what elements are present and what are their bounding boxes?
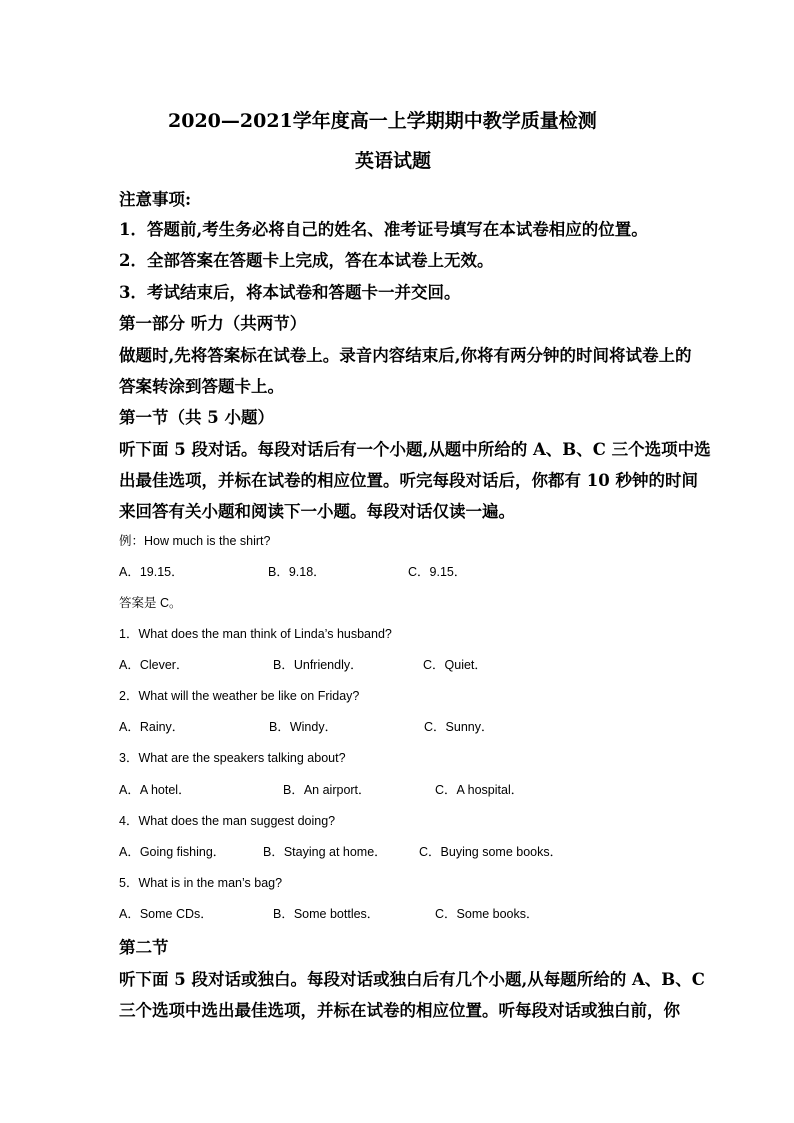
question-2: 2．What will the weather be like on Friday? xyxy=(119,689,360,703)
question-1-options xyxy=(119,655,679,673)
question-5-options xyxy=(119,904,679,922)
section2-instruction-line: 听下面 5 段对话或独白。每段对话或独白后有几个小题,从每题所给的 A、B、C xyxy=(119,970,705,989)
option-a: A．A hotel． xyxy=(119,783,191,797)
page-subtitle: 英语试题 xyxy=(355,150,432,172)
option-b: B．Windy． xyxy=(269,720,338,734)
option-b: B．9.18． xyxy=(268,565,326,579)
option-c: C．Buying some books． xyxy=(419,845,563,859)
part1-instruction-line: 做题时,先将答案标在试卷上。录音内容结束后,你将有两分钟的时间将试卷上的 xyxy=(119,346,692,365)
example-question: 例：How much is the shirt? xyxy=(119,534,271,548)
question-3: 3．What are the speakers talking about? xyxy=(119,751,346,765)
section1-instruction-line: 听下面 5 段对话。每段对话后有一个小题,从题中所给的 A、B、C 三个选项中选 xyxy=(119,440,711,459)
option-a: A．Going fishing． xyxy=(119,845,226,859)
example-answer: 答案是 C。 xyxy=(119,596,182,610)
option-b: B．An airport． xyxy=(283,783,371,797)
question-4-options xyxy=(119,842,679,860)
section1-instruction-line: 出最佳选项，并标在试卷的相应位置。听完每段对话后，你都有 10 秒钟的时间 xyxy=(119,471,698,490)
section2-heading: 第二节 xyxy=(119,938,169,957)
question-4: 4．What does the man suggest doing? xyxy=(119,814,336,828)
section2-instruction-line: 三个选项中选出最佳选项，并标在试卷的相应位置。听每段对话或独白前，你 xyxy=(119,1001,680,1020)
question-3-options xyxy=(119,780,679,798)
option-c: C．9.15． xyxy=(408,565,467,579)
notice-item: 2．全部答案在答题卡上完成，答在本试卷上无效。 xyxy=(119,251,494,270)
part1-heading: 第一部分 听力（共两节） xyxy=(119,314,307,333)
option-a: A．Rainy． xyxy=(119,720,185,734)
notice-item: 3．考试结束后，将本试卷和答题卡一并交回。 xyxy=(119,283,461,302)
example-options xyxy=(119,562,679,580)
option-c: C．Some books． xyxy=(435,907,539,921)
page-title: 2020—2021学年度高一上学期期中教学质量检测 xyxy=(168,110,597,132)
part1-instruction-line: 答案转涂到答题卡上。 xyxy=(119,377,284,396)
option-c: C．Sunny． xyxy=(424,720,494,734)
section1-heading: 第一节（共 5 小题） xyxy=(119,408,274,427)
option-a: A．19.15． xyxy=(119,565,184,579)
option-a: A．Some CDs． xyxy=(119,907,213,921)
notice-heading: 注意事项: xyxy=(119,190,192,209)
option-b: B．Some bottles． xyxy=(273,907,380,921)
question-1: 1．What does the man think of Linda’s husband? xyxy=(119,627,392,641)
option-a: A．Clever． xyxy=(119,658,189,672)
section1-instruction-line: 来回答有关小题和阅读下一小题。每段对话仅读一遍。 xyxy=(119,502,515,521)
question-5: 5．What is in the man’s bag? xyxy=(119,876,283,890)
option-c: C．A hospital． xyxy=(435,783,524,797)
option-c: C．Quiet． xyxy=(423,658,487,672)
option-b: B．Staying at home． xyxy=(263,845,387,859)
notice-item: 1．答题前,考生务必将自己的姓名、准考证号填写在本试卷相应的位置。 xyxy=(119,220,648,239)
question-2-options xyxy=(119,717,679,735)
option-b: B．Unfriendly． xyxy=(273,658,363,672)
